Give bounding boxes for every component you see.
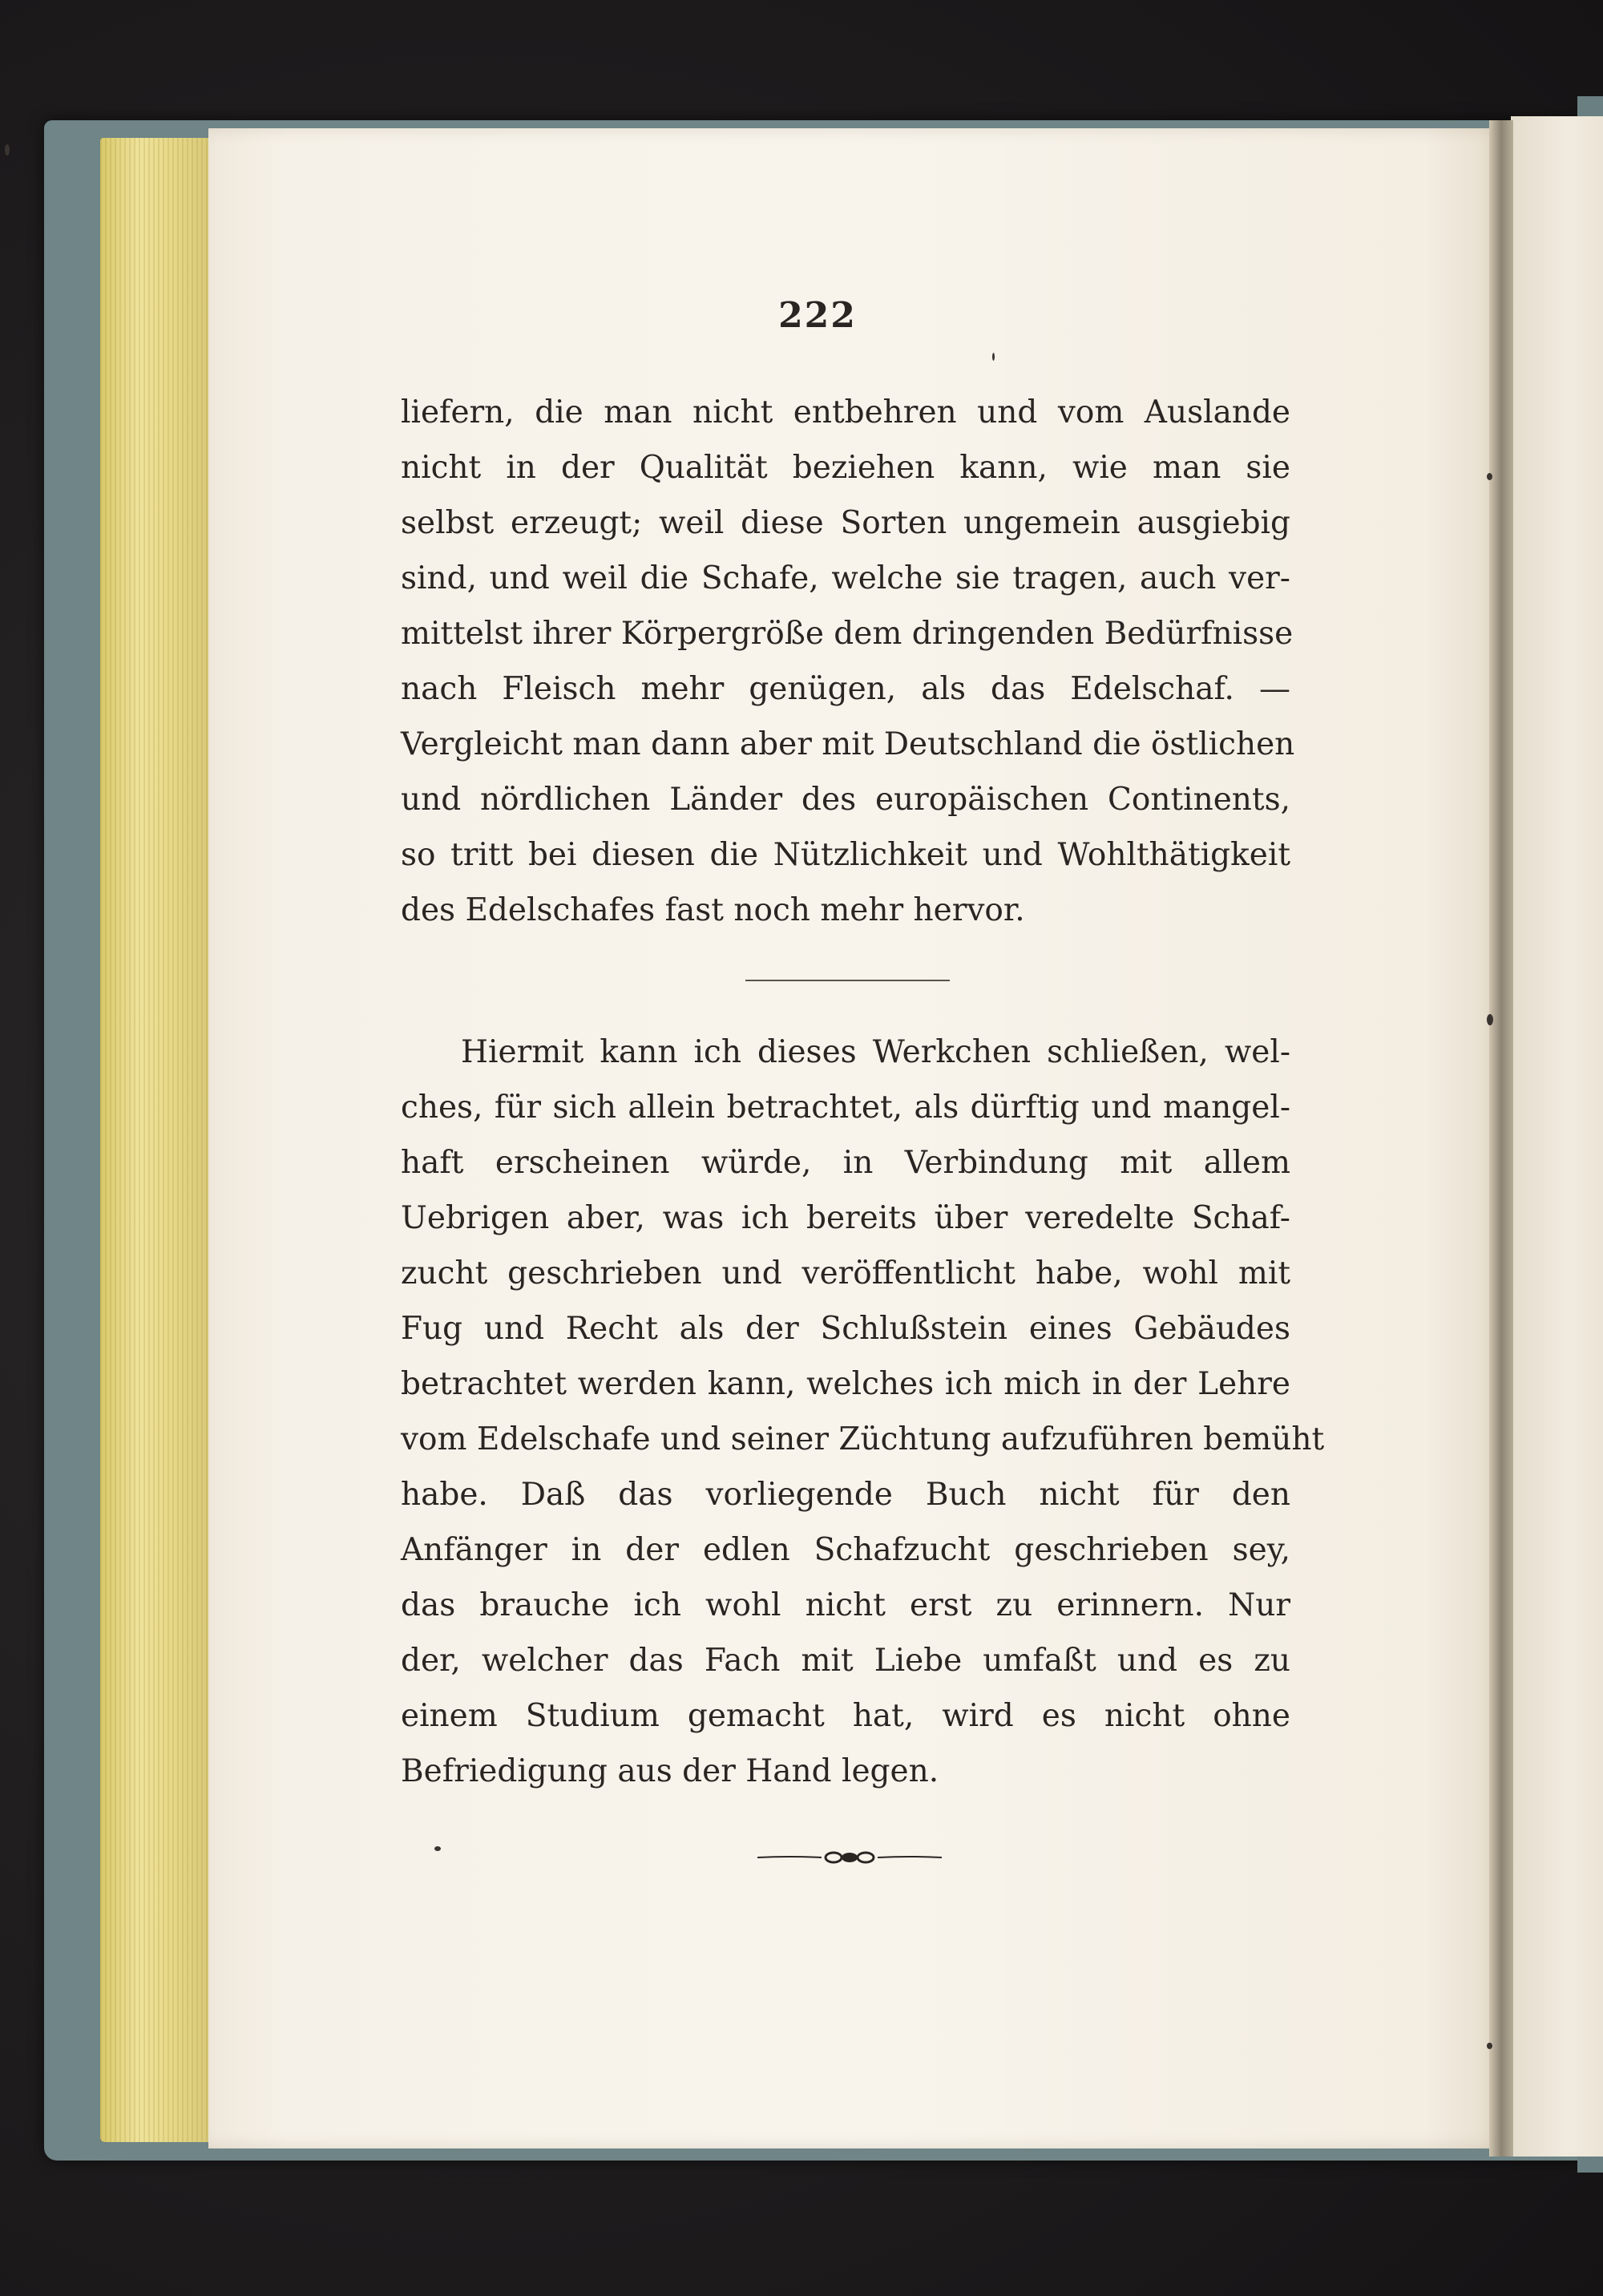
text-line: einem Studium gemacht hat, wird es nicht ohne xyxy=(401,1698,1290,1734)
text-line: mittelst ihrer Körpergröße dem dringenden Bedürfnisse xyxy=(401,616,1294,652)
text-line: ches, für sich allein betrachtet, als dürftig und mangel- xyxy=(401,1089,1290,1126)
text-line: vom Edelschafe und seiner Züchtung aufzuführen bemüht xyxy=(401,1421,1325,1457)
text-line: nach Fleisch mehr genügen, als das Edelschaf. — xyxy=(401,671,1290,707)
text-line: des Edelschafes fast noch mehr hervor. xyxy=(401,892,1025,928)
text-line: der, welcher das Fach mit Liebe umfaßt und es zu xyxy=(401,1643,1290,1679)
section-separator xyxy=(745,980,950,981)
page-number: 222 xyxy=(778,295,857,336)
text-line: selbst erzeugt; weil diese Sorten ungemein ausgiebig xyxy=(401,505,1290,541)
book-gutter xyxy=(1489,120,1513,2157)
text-line: zucht geschrieben und veröffentlicht habe, wohl mit xyxy=(401,1255,1290,1292)
end-ornament-icon xyxy=(757,1848,942,1867)
text-line: Fug und Recht als der Schlußstein eines Gebäudes xyxy=(401,1311,1290,1347)
facing-page xyxy=(1511,116,1603,2157)
text-line: habe. Daß das vorliegende Buch nicht für den xyxy=(401,1477,1290,1513)
text-line: das brauche ich wohl nicht erst zu erinnern. Nur xyxy=(401,1587,1290,1623)
text-line: sind, und weil die Schafe, welche sie tragen, auch ver- xyxy=(401,560,1290,596)
text-line: Anfänger in der edlen Schafzucht geschrieben sey, xyxy=(401,1532,1290,1568)
page-edges xyxy=(100,138,212,2142)
text-line: nicht in der Qualität beziehen kann, wie man sie xyxy=(401,450,1290,486)
text-line: Vergleicht man dann aber mit Deutschland die östlichen xyxy=(401,726,1295,762)
paragraph-1 xyxy=(401,385,1295,938)
text-line: Befriedigung aus der Hand legen. xyxy=(401,1753,939,1789)
text-line: und nördlichen Länder des europäischen Continents, xyxy=(401,782,1290,818)
text-line: haft erscheinen würde, in Verbindung mit allem xyxy=(401,1145,1290,1181)
text-line: Hiermit kann ich dieses Werkchen schließen, wel- xyxy=(461,1034,1290,1070)
text-line: Uebrigen aber, was ich bereits über veredelte Schaf- xyxy=(401,1200,1290,1236)
text-line: betrachtet werden kann, welches ich mich in der Lehre xyxy=(401,1366,1290,1402)
text-line: liefern, die man nicht entbehren und vom Auslande xyxy=(401,394,1290,430)
text-line: so tritt bei diesen die Nützlichkeit und Wohlthätigkeit xyxy=(401,837,1290,873)
paragraph-2 xyxy=(401,1025,1325,1799)
